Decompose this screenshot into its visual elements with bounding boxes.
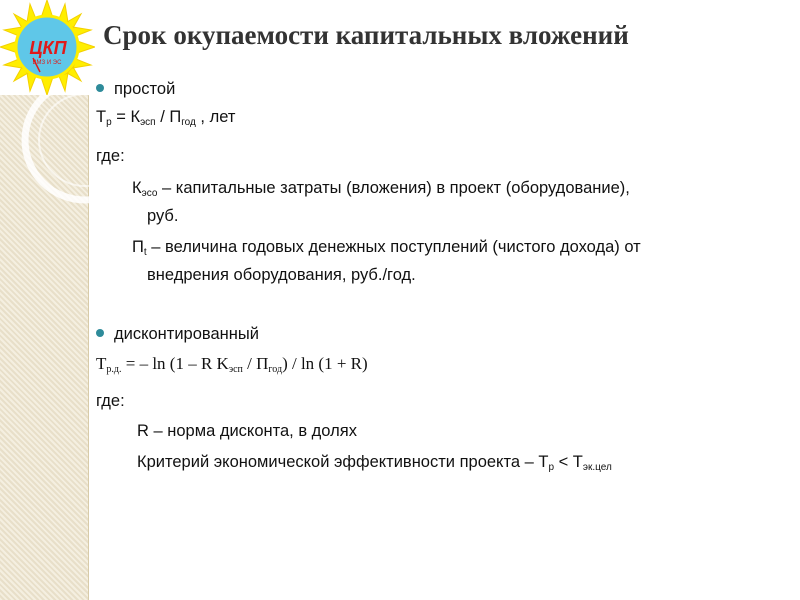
discounted-method-item xyxy=(96,323,259,345)
definition-p xyxy=(132,236,641,258)
sun-logo-icon xyxy=(0,0,95,95)
discounted-method-label: дисконтированный xyxy=(114,325,259,343)
page-title: Срок окупаемости капитальных вложений xyxy=(103,20,629,50)
dformula-part3: ) / ln (1 + R) xyxy=(282,354,368,373)
definition-k-sub: эсо xyxy=(141,188,158,199)
criterion-text: Критерий экономической эффективности проекта – Т xyxy=(137,453,549,471)
simple-method-label: простой xyxy=(114,80,176,98)
decorative-side-strip xyxy=(0,95,89,600)
definition-p-symbol: П xyxy=(132,238,144,256)
simple-method-item xyxy=(96,78,175,100)
definition-k xyxy=(132,177,630,199)
criterion-lt: < Т xyxy=(554,453,583,471)
formula-tp-sub: р xyxy=(106,117,112,128)
definition-k-text: – капитальные затраты (вложения) в проект (оборудование), xyxy=(157,179,630,197)
criterion-sub1: р xyxy=(548,462,554,473)
definition-k-symbol: К xyxy=(132,179,142,197)
formula-tp: Т xyxy=(96,108,107,126)
formula-k-sub: эсп xyxy=(140,117,156,128)
dformula-k-sub: эсп xyxy=(228,364,243,375)
discounted-where: где: xyxy=(96,392,125,410)
simple-formula xyxy=(96,106,235,128)
definition-r: R – норма дисконта, в долях xyxy=(137,422,357,440)
discounted-formula xyxy=(96,353,368,375)
dformula-p-sub: год xyxy=(268,364,283,375)
dformula-part1: = – ln (1 – R K xyxy=(121,354,229,373)
dformula-tpd-sub: р.д. xyxy=(106,364,122,375)
dformula-part2: / П xyxy=(242,354,269,373)
definition-p-text: – величина годовых денежных поступлений (чистого дохода) от xyxy=(146,238,641,256)
definition-k-unit: руб. xyxy=(147,207,179,225)
dformula-tpd: Т xyxy=(96,354,107,373)
bullet-icon xyxy=(96,329,104,337)
formula-p-sub: год xyxy=(181,117,196,128)
formula-div: / П xyxy=(155,108,182,126)
formula-eq: = К xyxy=(111,108,141,126)
simple-where: где: xyxy=(96,147,125,165)
bullet-icon xyxy=(96,84,104,92)
logo-subtext: ВМЗ И ЭС xyxy=(32,60,62,66)
criterion-sub2: эк.цел xyxy=(582,462,612,473)
logo-text: ЦКП xyxy=(29,38,67,58)
ckp-logo xyxy=(0,0,95,95)
definition-p-sub: t xyxy=(143,247,147,258)
definition-p-cont: внедрения оборудования, руб./год. xyxy=(147,266,416,284)
efficiency-criterion xyxy=(137,451,612,473)
formula-unit: , лет xyxy=(195,108,236,126)
